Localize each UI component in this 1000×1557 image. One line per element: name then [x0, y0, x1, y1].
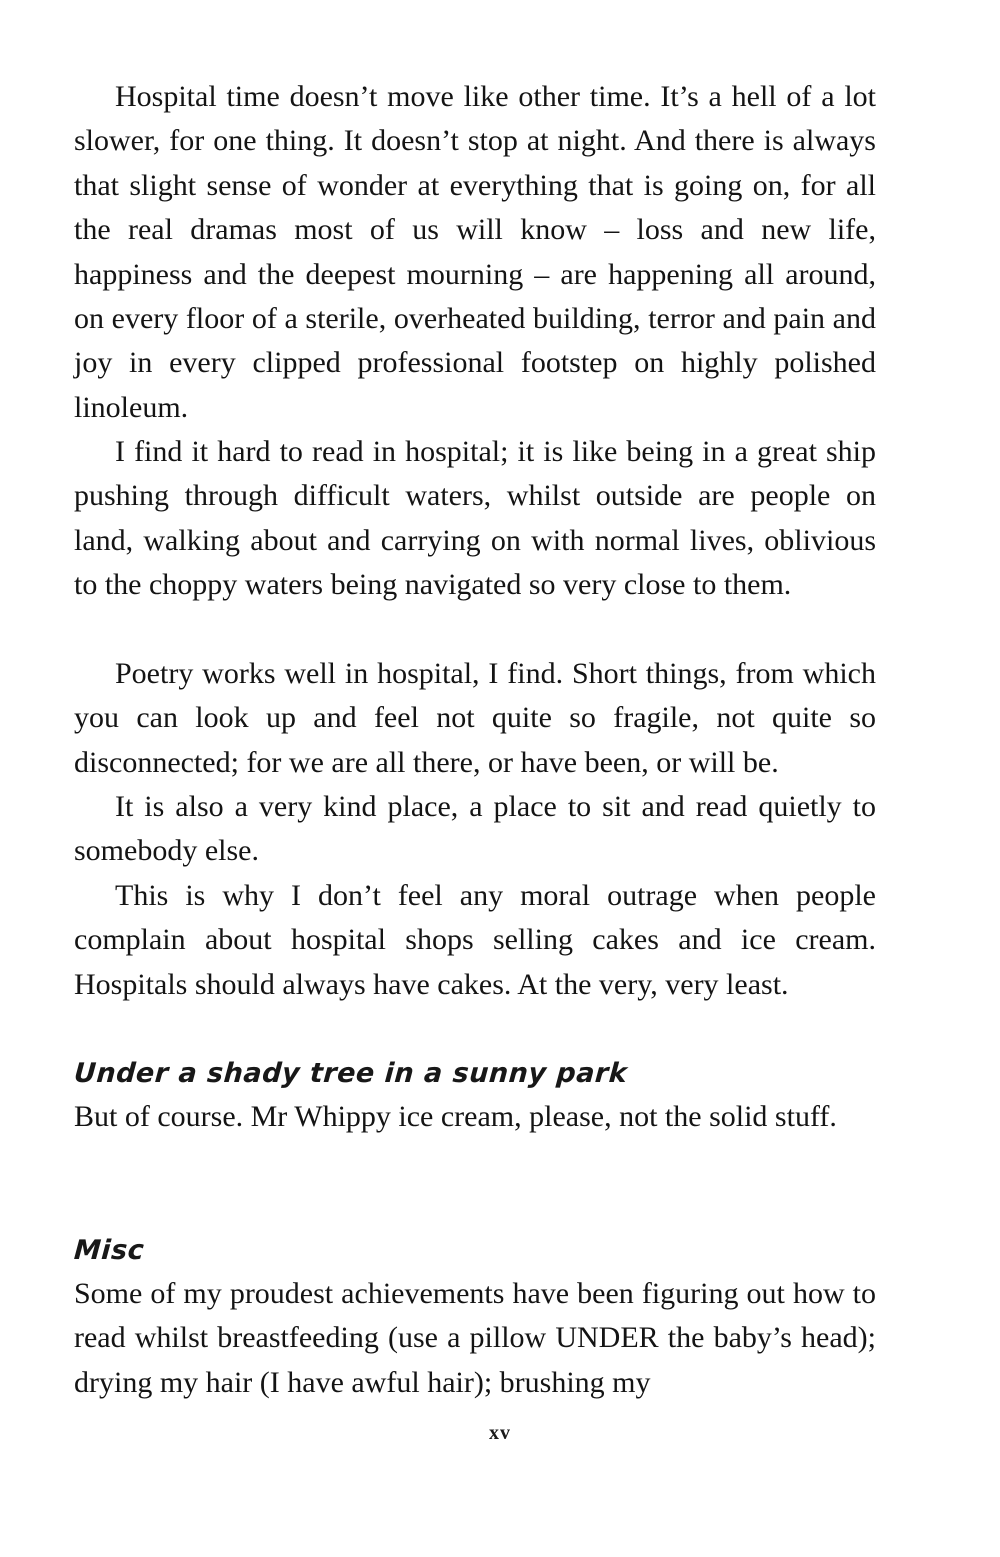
section-text-misc: Some of my proudest achievements have been figuring out how to read whilst breastfeeding (use a pillow UNDER the baby’s head); drying my hair (I have awful hair); brushing my — [74, 1277, 876, 1399]
section-heading-shady-tree: Under a shady tree in a sunny park — [72, 1058, 629, 1089]
paragraph-hospital-time: Hospital time doesn’t move like other time. It’s a hell of a lot slower, for one thing. It doesn’t stop at night. And there is always that slight sense of wonder at everything that is going on, for all the real dramas most of us will know – loss and new life, happiness and the deepest mourning – are happening all around, on every floor of a sterile, overheated building, terror and pain and joy in every clipped professional footstep on highly polished linoleum. — [74, 80, 876, 424]
section-text-shady-tree: But of course. Mr Whippy ice cream, please, not the solid stuff. — [74, 1100, 837, 1133]
paragraph-poetry: Poetry works well in hospital, I find. Short things, from which you can look up and feel not quite so fragile, not quite so disconnected; for we are all there, or have been, or will be. — [74, 657, 876, 779]
section-heading-misc: Misc — [72, 1235, 146, 1266]
paragraph-reading-in-hospital: I find it hard to read in hospital; it is like being in a great ship pushing through difficult waters, whilst outside are people on land, walking about and carrying on with normal lives, oblivious to the choppy waters being navigated so very close to them. — [74, 435, 876, 602]
paragraph-cakes: This is why I don’t feel any moral outrage when people complain about hospital shops selling cakes and ice cream. Hospitals should always have cakes. At the very, very least. — [74, 879, 876, 1001]
page-number: xv — [489, 1422, 511, 1444]
paragraph-kind-place: It is also a very kind place, a place to sit and read quietly to somebody else. — [74, 790, 876, 868]
